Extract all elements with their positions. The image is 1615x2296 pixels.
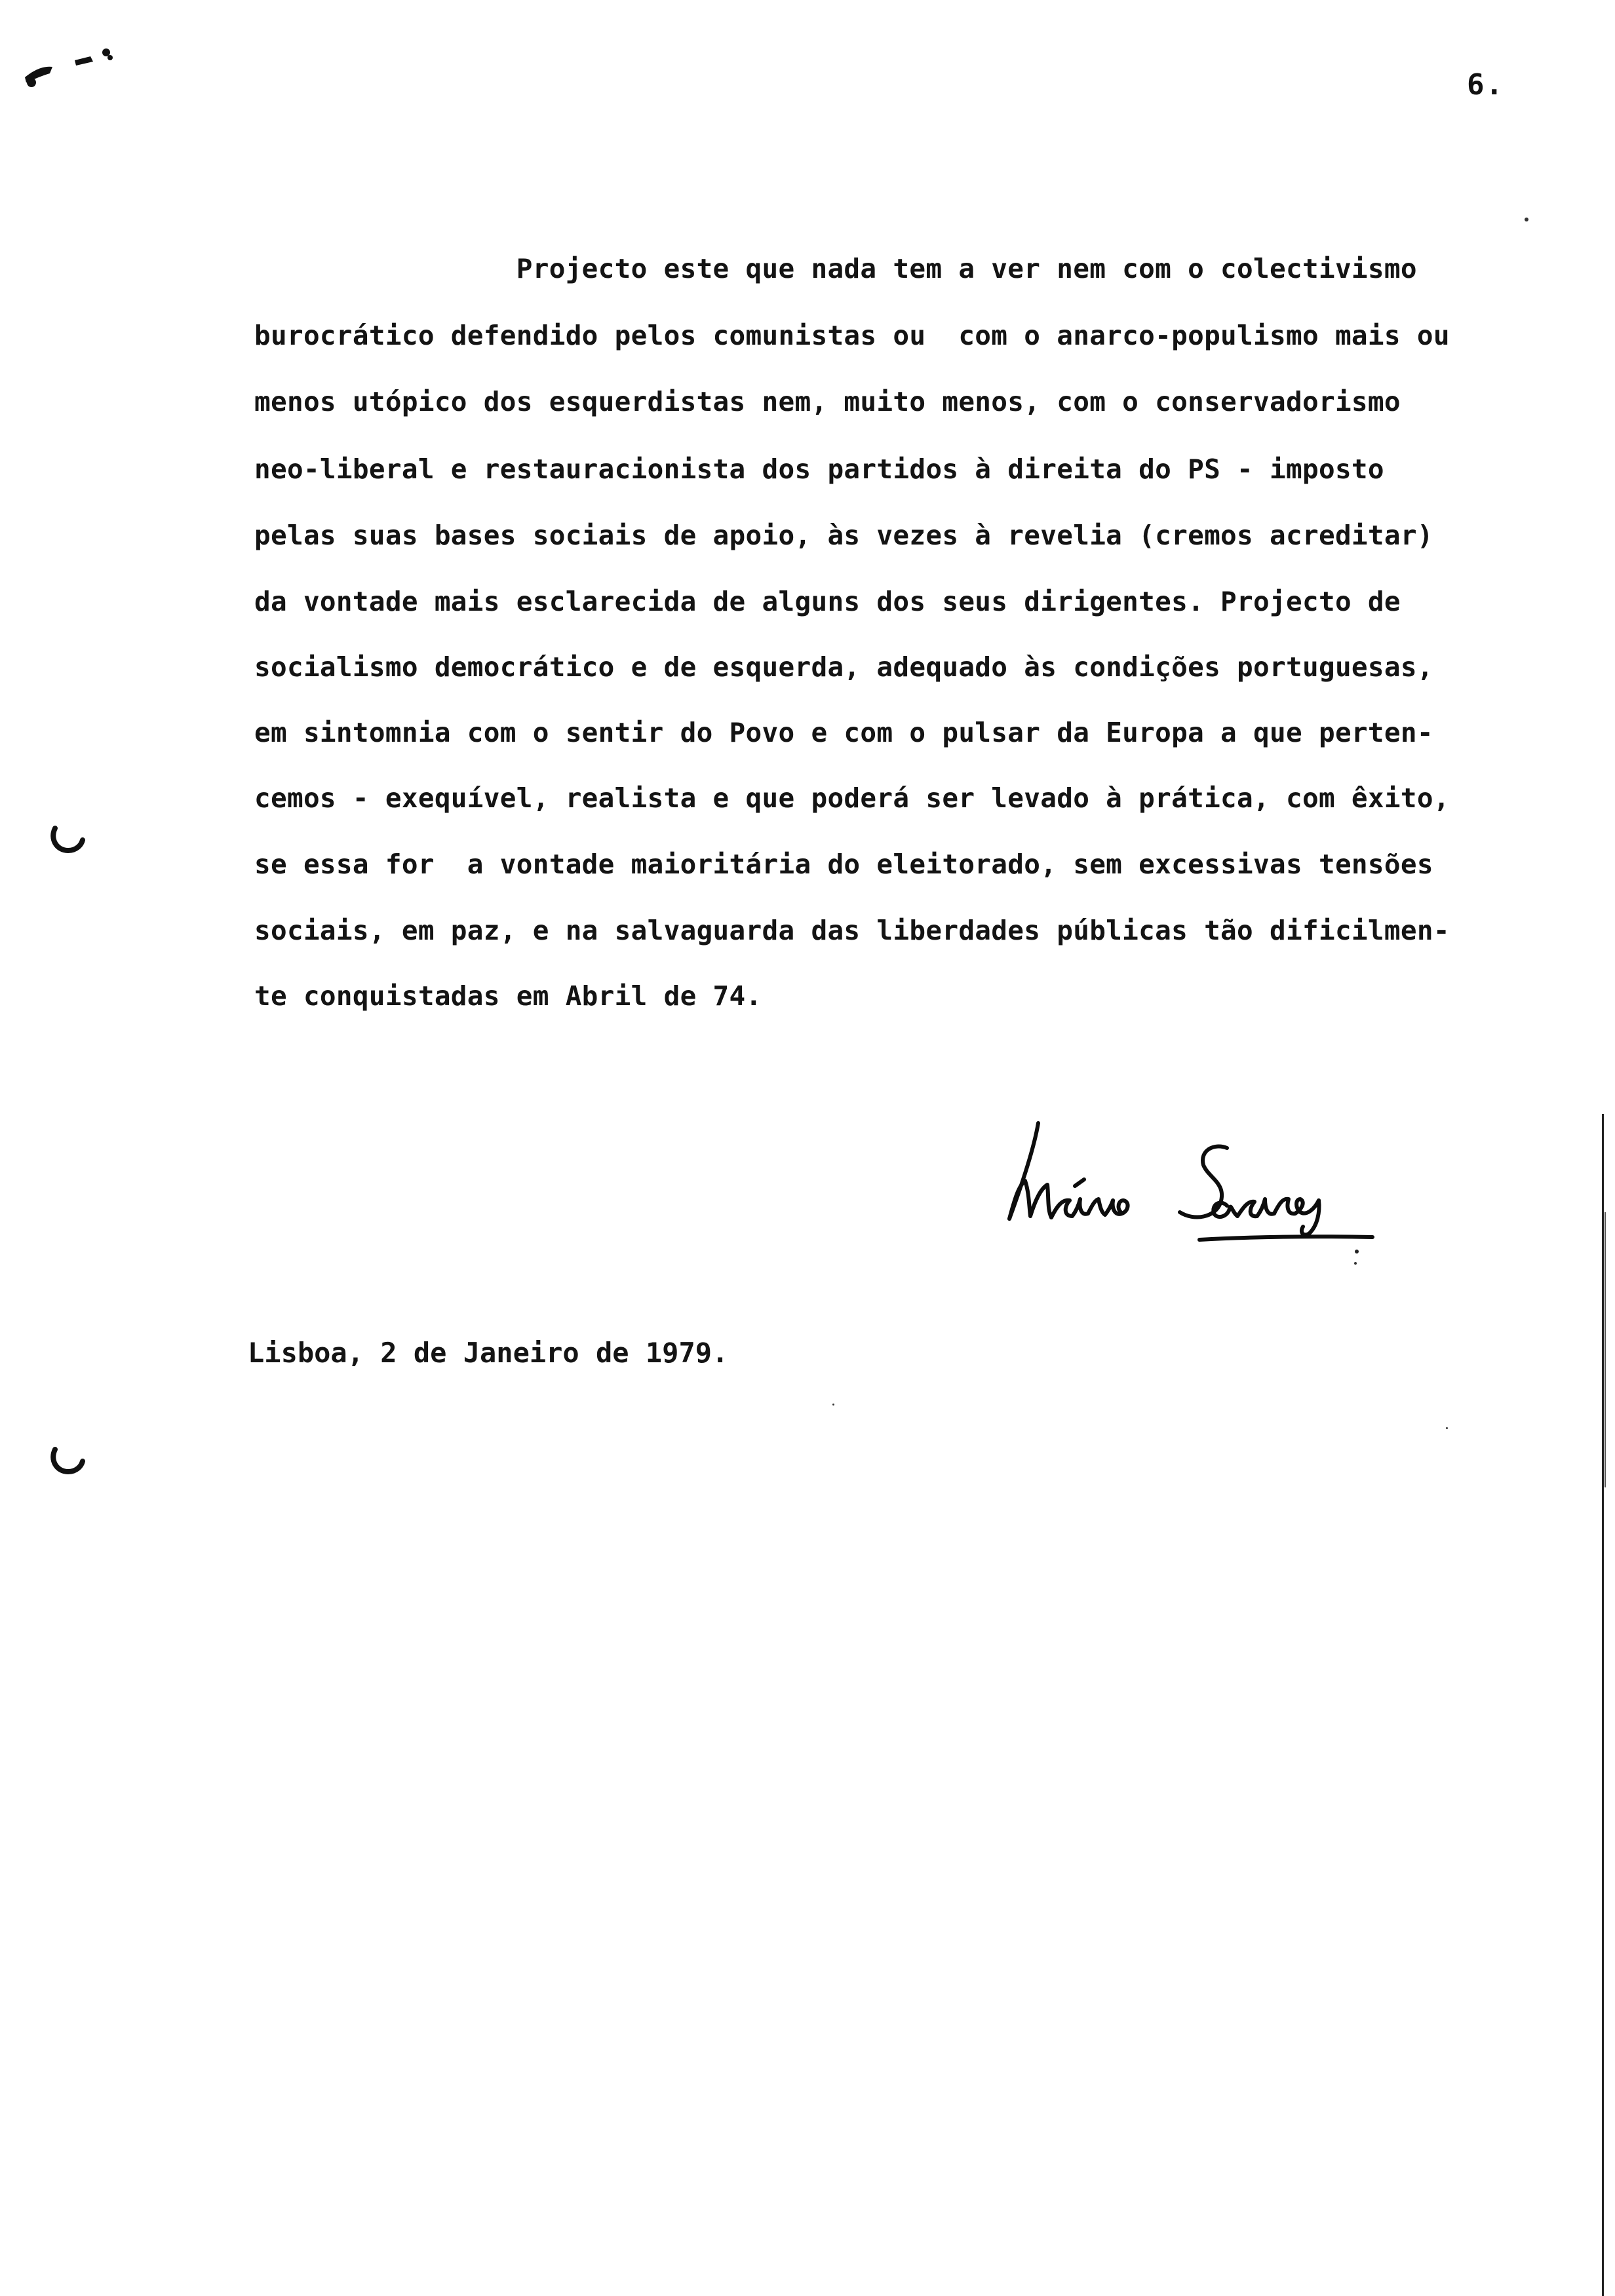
- handwritten-signature: [983, 1088, 1390, 1284]
- speck: [1354, 1262, 1357, 1265]
- paragraph-line: sociais, em paz, e na salvaguarda das liberdades públicas tão dificilmen-: [254, 915, 1450, 946]
- scan-edge-line: [1605, 1212, 1606, 1487]
- paragraph-line: cemos - exequível, realista e que poderá ser levado à prática, com êxito,: [254, 782, 1450, 814]
- paragraph-line: menos utópico dos esquerdistas nem, muito menos, com o conservadorismo: [254, 386, 1401, 417]
- speck: [1525, 218, 1528, 221]
- ink-smudge-icon: [7, 20, 125, 92]
- paragraph-line: pelas suas bases sociais de apoio, às vezes à revelia (cremos acreditar): [254, 520, 1433, 551]
- scan-edge-line: [1602, 1114, 1604, 2296]
- paragraph-line: da vontade mais esclarecida de alguns dos seus dirigentes. Projecto de: [254, 586, 1401, 617]
- paragraph-line: em sintomnia com o sentir do Povo e com o pulsar da Europa a que perten-: [254, 717, 1433, 748]
- paragraph-line: burocrático defendido pelos comunistas ou com o anarco-populismo mais ou: [254, 320, 1450, 351]
- speck: [1446, 1427, 1448, 1429]
- binder-hole-icon: [47, 1440, 87, 1480]
- paragraph-line: se essa for a vontade maioritária do eleitorado, sem excessivas tensões: [254, 849, 1433, 880]
- binder-hole-icon: [47, 819, 87, 858]
- speck: [832, 1404, 834, 1406]
- paragraph-line: neo-liberal e restauracionista dos partidos à direita do PS - imposto: [254, 453, 1384, 485]
- page-number: 6.: [1467, 68, 1504, 102]
- place-date: Lisboa, 2 de Janeiro de 1979.: [248, 1337, 729, 1369]
- paragraph-line: socialismo democrático e de esquerda, adequado às condições portuguesas,: [254, 651, 1433, 683]
- paragraph-line: te conquistadas em Abril de 74.: [254, 980, 762, 1012]
- paragraph-line: Projecto este que nada tem a ver nem com o colectivismo: [254, 253, 1417, 284]
